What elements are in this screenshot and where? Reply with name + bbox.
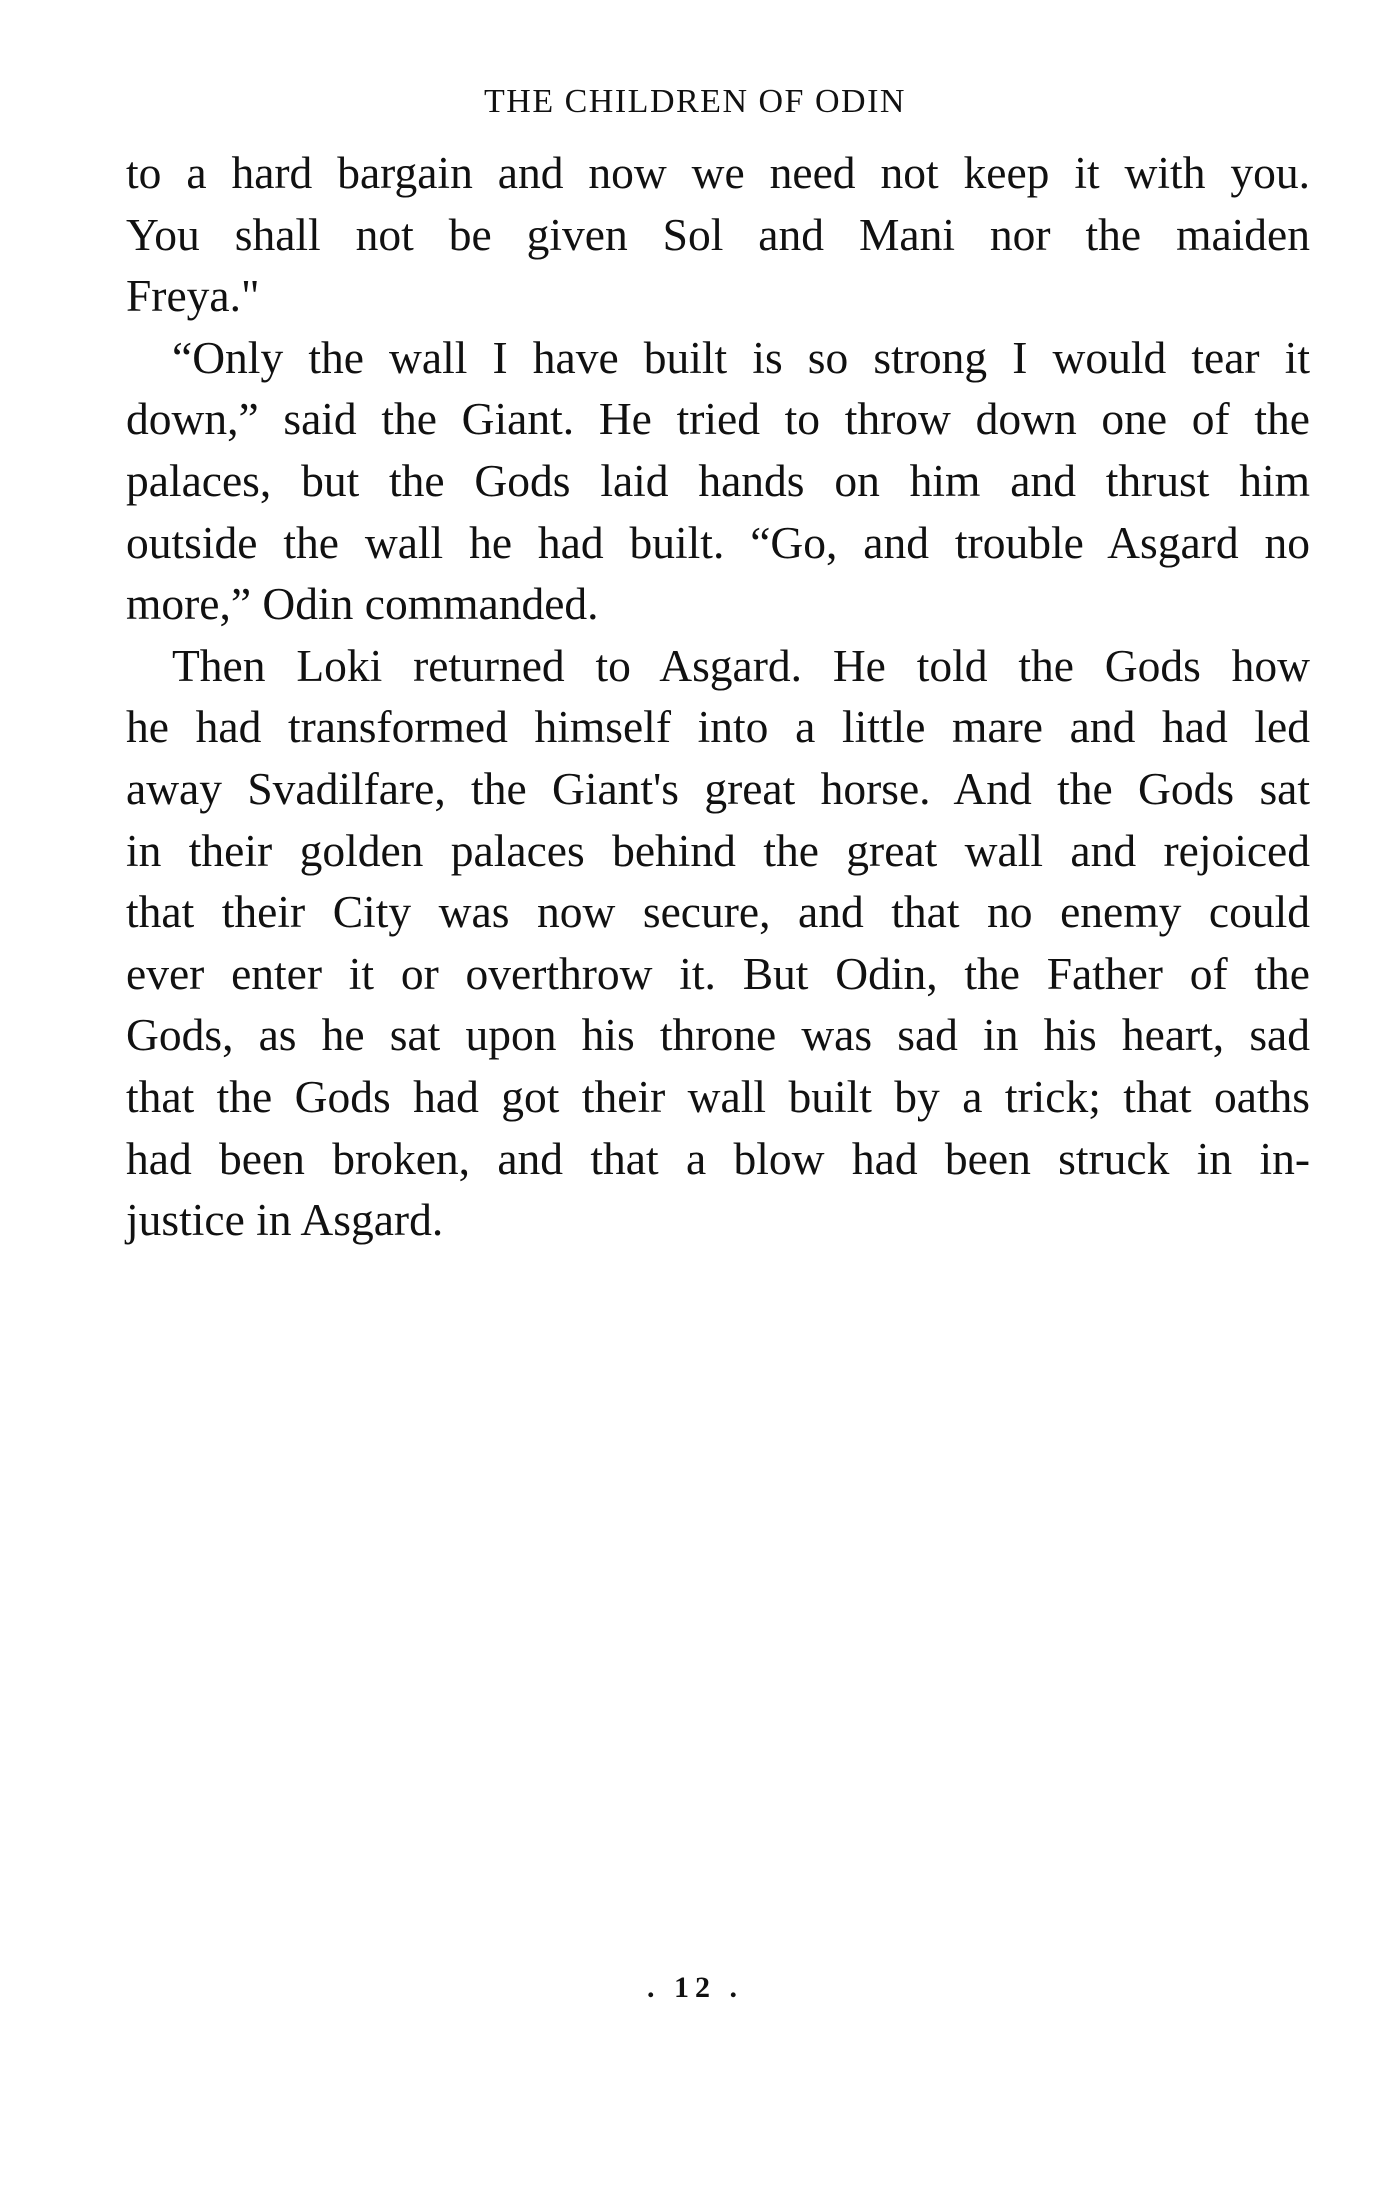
paragraph-2 bbox=[126, 327, 1310, 635]
paragraph-3 bbox=[126, 635, 1310, 1251]
text-line: more,” Odin commanded. bbox=[126, 578, 599, 630]
text-line: in their golden palaces behind the great wall and rejoiced bbox=[126, 824, 1310, 876]
body-text bbox=[126, 142, 1310, 1251]
text-line: Freya." bbox=[126, 270, 260, 322]
text-line: down,” said the Giant. He tried to throw down one of the bbox=[126, 393, 1310, 445]
text-line: to a hard bargain and now we need not keep it with you. bbox=[126, 147, 1310, 198]
text-line: Then Loki returned to Asgard. He told the Gods how bbox=[172, 639, 1310, 691]
text-line: had been broken, and that a blow had been struck in in- bbox=[126, 1132, 1310, 1184]
text-line: “Only the wall I have built is so strong I would tear it bbox=[172, 331, 1310, 383]
text-line: You shall not be given Sol and Mani nor the maiden bbox=[126, 208, 1310, 260]
text-line: he had transformed himself into a little mare and had led bbox=[126, 701, 1310, 753]
text-line: Gods, as he sat upon his throne was sad in his heart, sad bbox=[126, 1009, 1310, 1061]
text-line: justice in Asgard. bbox=[126, 1194, 444, 1246]
text-line: palaces, but the Gods laid hands on him and thrust him bbox=[126, 454, 1310, 506]
paragraph-1 bbox=[126, 142, 1310, 327]
text-line: that their City was now secure, and that no enemy could bbox=[126, 886, 1310, 938]
text-line: outside the wall he had built. “Go, and trouble Asgard no bbox=[126, 516, 1310, 568]
text-line: away Svadilfare, the Giant's great horse. And the Gods sat bbox=[126, 762, 1310, 814]
running-head: THE CHILDREN OF ODIN bbox=[484, 83, 906, 120]
text-line: that the Gods had got their wall built by a trick; that oaths bbox=[126, 1070, 1310, 1122]
page-number: . 12 . bbox=[647, 1971, 743, 2004]
text-line: ever enter it or overthrow it. But Odin, the Father of the bbox=[126, 947, 1310, 999]
